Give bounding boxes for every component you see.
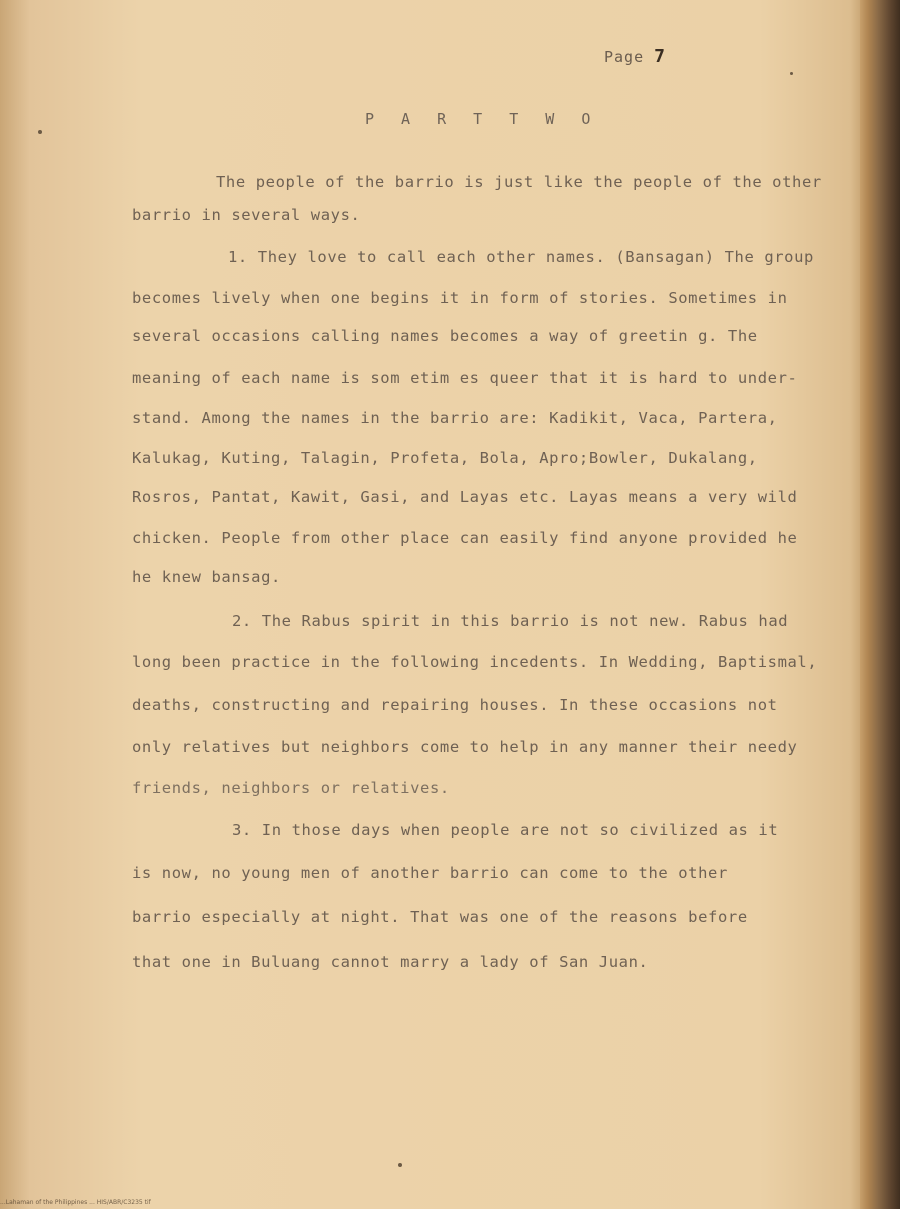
text-line: only relatives but neighbors come to help in any manner their needy: [132, 738, 798, 756]
text-line: becomes lively when one begins it in form of stories. Sometimes in: [132, 289, 788, 307]
text-line: 3. In those days when people are not so civilized as it: [232, 821, 779, 839]
text-line: he knew bansag.: [132, 568, 281, 586]
page-number: [604, 46, 666, 67]
book-spine: [860, 0, 900, 1209]
ink-speck: [38, 130, 42, 134]
text-line: barrio especially at night. That was one of the reasons before: [132, 908, 748, 926]
ink-speck: [398, 1163, 402, 1167]
text-line: stand. Among the names in the barrio are: Kadikit, Vaca, Partera,: [132, 409, 778, 427]
page-number-value: 7: [654, 46, 666, 67]
scan-footer: ...Lahaman of the Philippines ... HIS/ABR/C3235 tif: [0, 1199, 151, 1206]
text-line: chicken. People from other place can easily find anyone provided he: [132, 529, 798, 547]
text-line: deaths, constructing and repairing houses. In these occasions not: [132, 696, 778, 714]
text-line: meaning of each name is som etim es queer that it is hard to under-: [132, 369, 798, 387]
text-line: barrio in several ways.: [132, 206, 361, 224]
text-line: friends, neighbors or relatives.: [132, 779, 450, 797]
text-line: is now, no young men of another barrio can come to the other: [132, 864, 728, 882]
text-line: The people of the barrio is just like the people of the other: [216, 173, 822, 191]
text-line: several occasions calling names becomes a way of greetin g. The: [132, 327, 758, 345]
text-line: that one in Buluang cannot marry a lady of San Juan.: [132, 953, 649, 971]
page-label: Page: [604, 48, 645, 66]
text-line: Kalukag, Kuting, Talagin, Profeta, Bola, Apro;Bowler, Dukalang,: [132, 449, 758, 467]
part-title: P A R T T W O: [365, 110, 600, 128]
ink-speck: [790, 72, 793, 75]
text-line: 2. The Rabus spirit in this barrio is not new. Rabus had: [232, 612, 789, 630]
text-line: Rosros, Pantat, Kawit, Gasi, and Layas etc. Layas means a very wild: [132, 488, 798, 506]
text-line: long been practice in the following incedents. In Wedding, Baptismal,: [132, 653, 818, 671]
text-line: 1. They love to call each other names. (Bansagan) The group: [228, 248, 814, 266]
